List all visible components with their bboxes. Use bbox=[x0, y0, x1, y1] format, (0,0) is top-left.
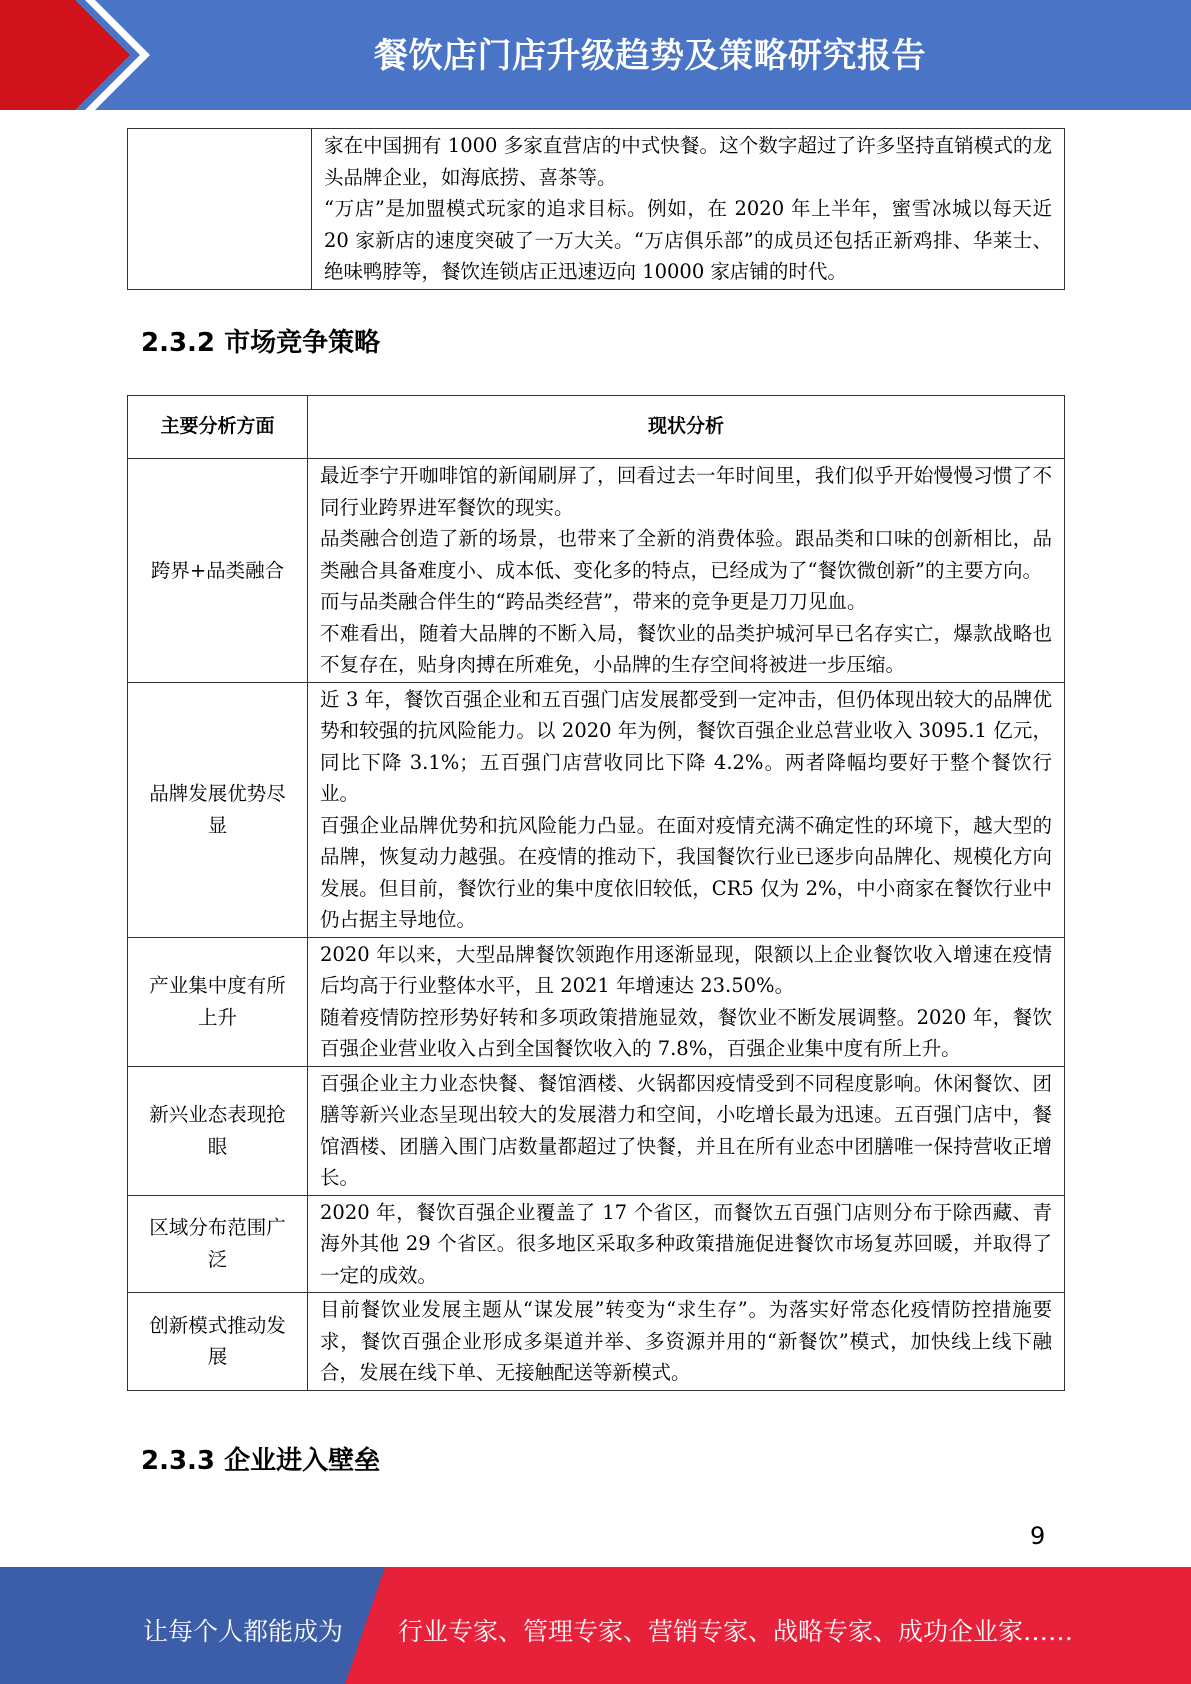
table-row bbox=[128, 1293, 1065, 1391]
footer-slogan-left: 让每个人都能成为 bbox=[143, 1617, 344, 1646]
footer-slogan-right: 行业专家、管理专家、营销专家、战略专家、成功企业家…… bbox=[398, 1617, 1074, 1646]
row-analysis-cell bbox=[308, 1066, 1065, 1195]
column-header-aspect: 主要分析方面 bbox=[128, 396, 308, 459]
continued-table bbox=[127, 128, 1065, 290]
table-row bbox=[128, 937, 1065, 1066]
row-analysis-cell bbox=[308, 1293, 1065, 1391]
row-analysis-cell bbox=[308, 459, 1065, 683]
analysis-paragraph: 最近李宁开咖啡馆的新闻刷屏了，回看过去一年时间里，我们似乎开始慢慢习惯了不同行业跨界进军餐饮的现实。 bbox=[320, 464, 1052, 519]
row-aspect-label: 产业集中度有所上升 bbox=[128, 937, 308, 1066]
row-aspect-label: 品牌发展优势尽显 bbox=[128, 682, 308, 937]
row-analysis-cell bbox=[312, 129, 1065, 290]
table-row bbox=[128, 1195, 1065, 1293]
row-aspect-label bbox=[128, 129, 312, 290]
analysis-paragraph: 目前餐饮业发展主题从“谋发展”转变为“求生存”。为落实好常态化疫情防控措施要求，餐饮百强企业形成多渠道并举、多资源并用的“新餐饮”模式，加快线上线下融合，发展在线下单、无接触配送等新模式。 bbox=[320, 1298, 1052, 1384]
analysis-paragraph: 2020 年，餐饮百强企业覆盖了 17 个省区，而餐饮五百强门店则分布于除西藏、青海外其他 29 个省区。很多地区采取多种政策措施促进餐饮市场复苏回暖，并取得了一定的成效。 bbox=[320, 1200, 1052, 1287]
section-heading-2-3-2: 2.3.2 市场竞争策略 bbox=[141, 328, 381, 358]
document-title: 餐饮店门店升级趋势及策略研究报告 bbox=[374, 36, 926, 76]
analysis-paragraph: 随着疫情防控形势好转和多项政策措施显效，餐饮业不断发展调整。2020 年，餐饮百强企业营业收入占到全国餐饮收入的 7.8%，百强企业集中度有所上升。 bbox=[320, 1005, 1052, 1060]
row-aspect-label: 新兴业态表现抢眼 bbox=[128, 1066, 308, 1195]
row-aspect-label: 区域分布范围广泛 bbox=[128, 1195, 308, 1293]
analysis-paragraph: 近 3 年，餐饮百强企业和五百强门店发展都受到一定冲击，但仍体现出较大的品牌优势和较强的抗风险能力。以 2020 年为例，餐饮百强企业总营业收入 3095.1 亿元，同比下降 3.1%；五百强门店营收同比下降 4.2%。两者降幅均要好于整个餐饮行业。 bbox=[320, 687, 1052, 805]
table-row bbox=[128, 1066, 1065, 1195]
analysis-paragraph: 品类融合创造了新的场景，也带来了全新的消费体验。跟品类和口味的创新相比，品类融合具备难度小、成本低、变化多的特点，已经成为了“餐饮微创新”的主要方向。 bbox=[320, 527, 1052, 582]
table-row bbox=[128, 129, 1065, 290]
analysis-paragraph: 而与品类融合伴生的“跨品类经营”，带来的竞争更是刀刀见血。 bbox=[320, 590, 867, 613]
analysis-paragraph: 百强企业主力业态快餐、餐馆酒楼、火锅都因疫情受到不同程度影响。休闲餐饮、团膳等新兴业态呈现出较大的发展潜力和空间，小吃增长最为迅速。五百强门店中，餐馆酒楼、团膳入围门店数量都超过了快餐，并且在所有业态中团膳唯一保持营收正增长。 bbox=[320, 1071, 1052, 1189]
table-header-row bbox=[128, 396, 1065, 459]
analysis-paragraph: 百强企业品牌优势和抗风险能力凸显。在面对疫情充满不确定性的环境下，越大型的品牌，恢复动力越强。在疫情的推动下，我国餐饮行业已逐步向品牌化、规模化方向发展。但目前，餐饮行业的集中度依旧较低，CR5 仅为 2%，中小商家在餐饮行业中仍占据主导地位。 bbox=[320, 813, 1052, 931]
row-analysis-cell bbox=[308, 682, 1065, 937]
section-heading-2-3-3: 2.3.3 企业进入壁垒 bbox=[141, 1446, 381, 1476]
header-chevron-decoration bbox=[0, 0, 160, 110]
row-analysis-cell bbox=[308, 1195, 1065, 1293]
row-aspect-label: 创新模式推动发展 bbox=[128, 1293, 308, 1391]
competition-strategy-table bbox=[127, 395, 1065, 1391]
table-row bbox=[128, 459, 1065, 683]
analysis-paragraph: 家在中国拥有 1000 多家直营店的中式快餐。这个数字超过了许多坚持直销模式的龙头品牌企业，如海底捞、喜茶等。 bbox=[324, 134, 1052, 189]
column-header-analysis: 现状分析 bbox=[308, 396, 1065, 459]
row-aspect-label: 跨界+品类融合 bbox=[128, 459, 308, 683]
analysis-paragraph: “万店”是加盟模式玩家的追求目标。例如，在 2020 年上半年，蜜雪冰城以每天近 20 家新店的速度突破了一万大关。“万店俱乐部”的成员还包括正新鸡排、华莱士、绝味鸭脖等，餐饮连锁店正迅速迈向 10000 家店铺的时代。 bbox=[324, 197, 1052, 283]
row-analysis-cell bbox=[308, 937, 1065, 1066]
analysis-paragraph: 不难看出，随着大品牌的不断入局，餐饮业的品类护城河早已名存实亡，爆款战略也不复存在，贴身肉搏在所难免，小品牌的生存空间将被进一步压缩。 bbox=[320, 621, 1052, 676]
table-row bbox=[128, 682, 1065, 937]
analysis-paragraph: 2020 年以来，大型品牌餐饮领跑作用逐渐显现，限额以上企业餐饮收入增速在疫情后均高于行业整体水平，且 2021 年增速达 23.50%。 bbox=[320, 942, 1052, 997]
page-number: 9 bbox=[1030, 1522, 1046, 1550]
